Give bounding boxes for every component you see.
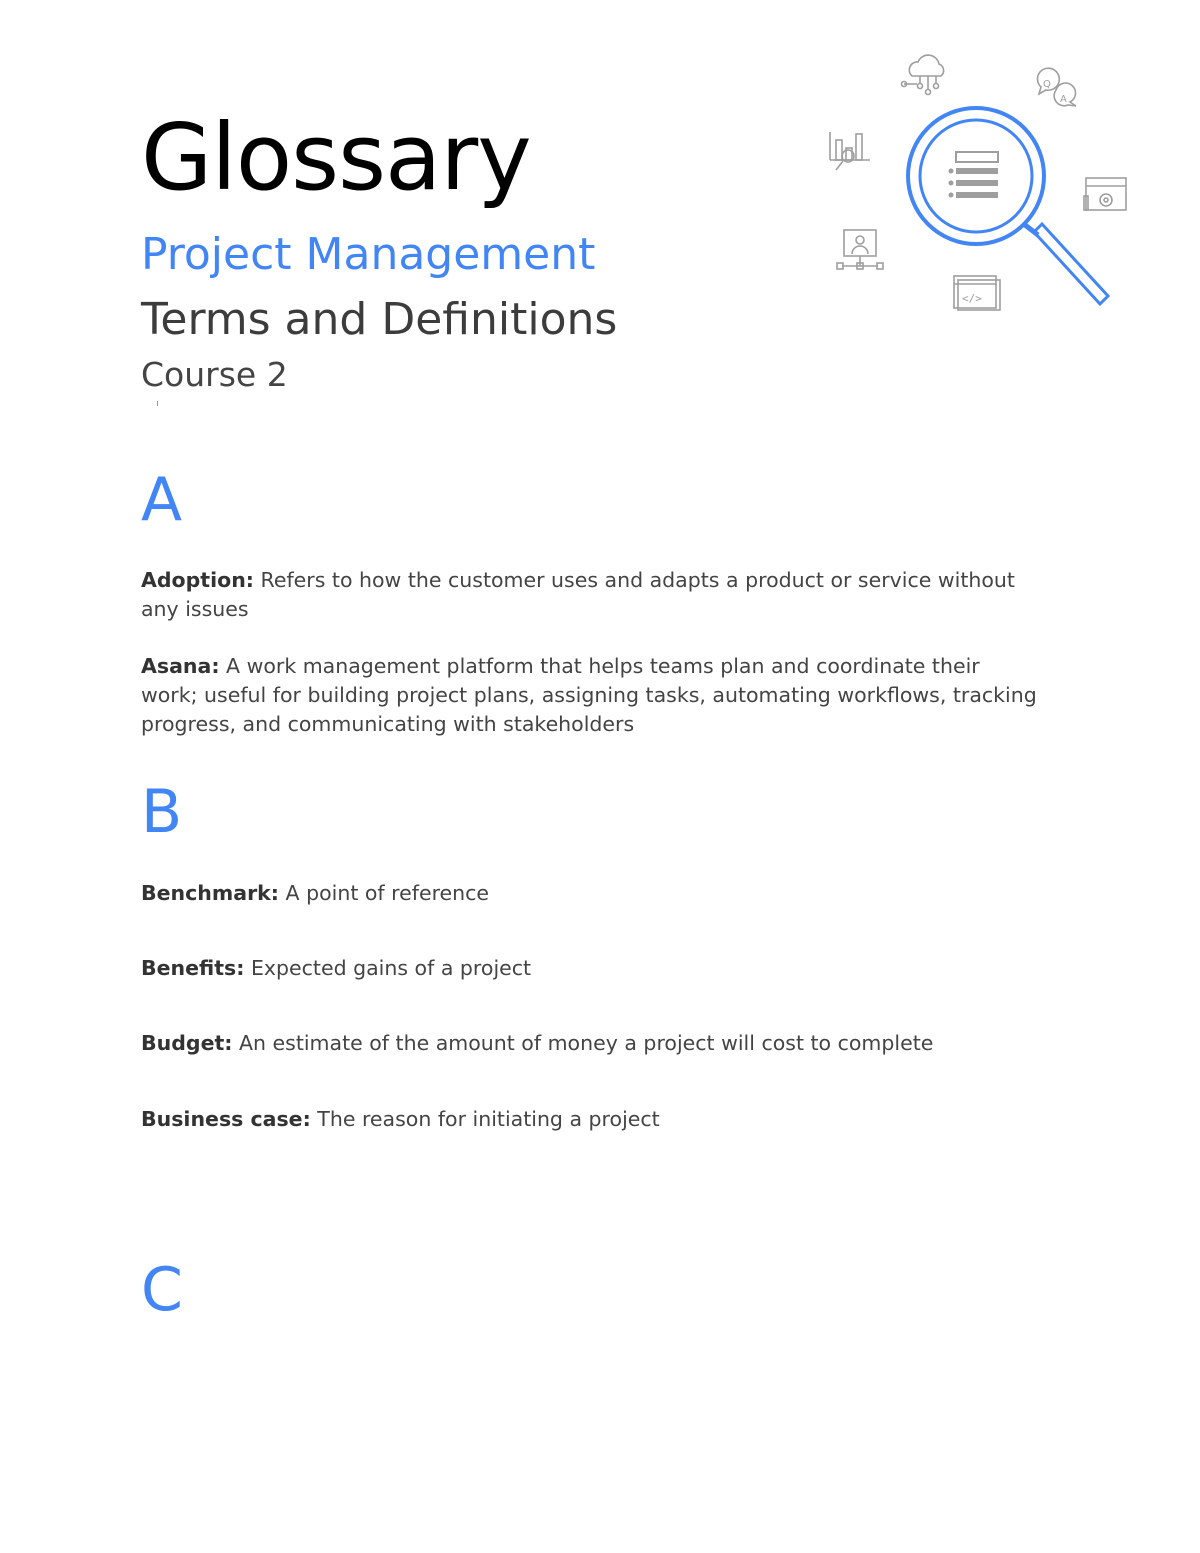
- subtitle: Project Management: [141, 229, 596, 280]
- glossary-entry: [141, 566, 1041, 624]
- glossary-entry: [141, 1105, 1041, 1134]
- entry-term: Budget:: [141, 1031, 233, 1055]
- entry-definition: A work management platform that helps teams plan and coordinate their work; useful for building project plans, assigning tasks, automating workflows, tracking progress, and communicating with stakeholders: [141, 654, 1037, 736]
- svg-text:A: A: [1060, 94, 1067, 105]
- entry-definition: A point of reference: [279, 881, 490, 905]
- entry-term: Asana:: [141, 654, 220, 678]
- course-label: Course 2: [141, 355, 288, 394]
- glossary-entry: [141, 652, 1041, 739]
- entry-term: Benchmark:: [141, 881, 280, 905]
- chart-search-icon: [830, 132, 870, 170]
- entry-definition: Expected gains of a project: [244, 956, 532, 980]
- svg-text:</>: </>: [962, 292, 982, 305]
- code-window-icon: [954, 276, 1000, 310]
- glossary-entry: [141, 1029, 1041, 1058]
- section-letter-b: B: [141, 777, 183, 847]
- entry-definition: Refers to how the customer uses and adapts a product or service without any issues: [141, 568, 1015, 621]
- entry-definition: The reason for initiating a project: [310, 1107, 660, 1131]
- entry-term: Benefits:: [141, 956, 245, 980]
- entry-term: Business case:: [141, 1107, 311, 1131]
- qa-chat-icon: [1038, 68, 1076, 106]
- settings-window-icon: [1084, 178, 1126, 210]
- section-letter-a: A: [141, 465, 183, 535]
- magnifier-document-icon: [908, 108, 1108, 304]
- cloud-network-icon: [902, 55, 944, 94]
- glossary-entry: [141, 954, 1041, 983]
- svg-text:Q: Q: [1043, 79, 1051, 90]
- page-title: Glossary: [141, 104, 531, 211]
- user-hierarchy-icon: [837, 230, 883, 269]
- section-letter-c: C: [141, 1255, 183, 1325]
- subtitle-terms: Terms and Definitions: [141, 294, 618, 345]
- entry-definition: An estimate of the amount of money a project will cost to complete: [232, 1031, 934, 1055]
- divider-mark: [157, 401, 158, 406]
- header-illustration: [820, 40, 1140, 320]
- entry-term: Adoption:: [141, 568, 255, 592]
- glossary-entry: [141, 879, 1041, 908]
